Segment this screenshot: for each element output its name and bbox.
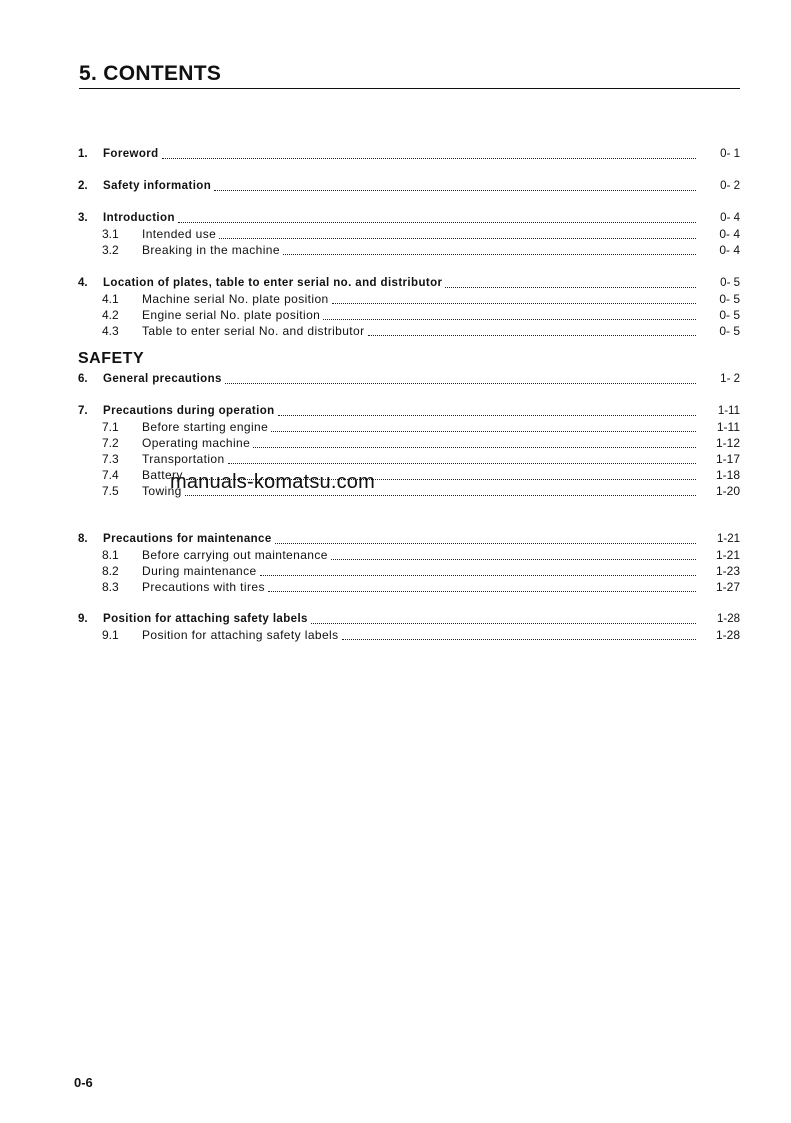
toc-label: Precautions with tires — [142, 580, 265, 594]
watermark-text: manuals-komatsu.com — [170, 471, 375, 493]
toc-leader-dots — [331, 559, 696, 560]
toc-leader-dots — [214, 190, 696, 191]
toc-label: Engine serial No. plate position — [142, 308, 321, 322]
toc-leader-dots — [445, 287, 696, 288]
toc-number: 8.2 — [102, 564, 119, 578]
toc-page: 0- 5 — [720, 277, 740, 289]
toc-number: 7.4 — [102, 468, 119, 482]
title-rule — [79, 88, 740, 89]
toc-row-7[interactable] — [78, 403, 740, 418]
toc-leader-dots — [253, 447, 696, 448]
toc-row-4[interactable] — [78, 275, 740, 290]
toc-number: 7. — [78, 405, 88, 417]
toc-leader-dots — [178, 222, 696, 223]
toc-page: 1-23 — [715, 564, 740, 578]
toc-leader-dots — [368, 335, 696, 336]
toc-row-3-2[interactable] — [78, 242, 740, 257]
toc-leader-dots — [278, 415, 696, 416]
toc-label: Operating machine — [142, 436, 251, 450]
toc-label: Intended use — [142, 227, 217, 241]
toc-number: 1. — [78, 148, 88, 160]
toc-number: 4.1 — [102, 292, 119, 306]
toc-number: 4.3 — [102, 324, 119, 338]
toc-leader-dots — [283, 254, 696, 255]
page-title: 5. CONTENTS — [79, 62, 225, 86]
toc-page: 0- 1 — [720, 148, 740, 160]
toc-page: 1-17 — [715, 452, 740, 466]
toc-number: 8.3 — [102, 580, 119, 594]
toc-page: 1- 2 — [720, 373, 740, 385]
toc-page: 1-11 — [716, 420, 740, 434]
toc-label: Before carrying out maintenance — [142, 548, 328, 562]
toc-row-8[interactable] — [78, 531, 740, 546]
toc-label: Precautions during operation — [103, 405, 275, 417]
toc-label: Safety information — [103, 180, 212, 192]
toc-row-2[interactable] — [78, 178, 740, 193]
toc-page: 1-21 — [716, 533, 740, 545]
toc-leader-dots — [323, 319, 696, 320]
toc-leader-dots — [219, 238, 696, 239]
toc-page: 1-12 — [715, 436, 740, 450]
toc-label: Table to enter serial No. and distributor — [142, 324, 365, 338]
toc-number: 8. — [78, 533, 88, 545]
toc-page: 1-20 — [715, 484, 740, 498]
toc-label: Foreword — [103, 148, 159, 160]
toc-row-8-2[interactable] — [78, 563, 740, 578]
toc-page: 0- 4 — [720, 212, 740, 224]
toc-label: Precautions for maintenance — [103, 533, 272, 545]
toc-row-3-1[interactable] — [78, 226, 740, 241]
toc-row-9-1[interactable] — [78, 627, 740, 642]
toc-number: 9. — [78, 613, 88, 625]
toc-label: Battery — [142, 468, 183, 482]
toc-leader-dots — [225, 383, 696, 384]
toc-leader-dots — [268, 591, 696, 592]
toc-page: 0- 4 — [719, 243, 740, 257]
toc-row-1[interactable] — [78, 146, 740, 161]
toc-page: 1-18 — [715, 468, 740, 482]
toc-leader-dots — [271, 431, 696, 432]
toc-number: 2. — [78, 180, 88, 192]
toc-number: 7.5 — [102, 484, 119, 498]
toc-page: 1-28 — [716, 613, 740, 625]
toc-label: Transportation — [142, 452, 225, 466]
toc-label: Before starting engine — [142, 420, 269, 434]
toc-row-8-3[interactable] — [78, 579, 740, 594]
toc-number: 8.1 — [102, 548, 119, 562]
toc-leader-dots — [342, 639, 696, 640]
toc-number: 9.1 — [102, 628, 119, 642]
toc-row-7-3[interactable] — [78, 451, 740, 466]
toc-row-9[interactable] — [78, 611, 740, 626]
toc-row-8-1[interactable] — [78, 547, 740, 562]
toc-row-3[interactable] — [78, 210, 740, 225]
toc-label: Position for attaching safety labels — [103, 613, 308, 625]
toc-leader-dots — [275, 543, 696, 544]
toc-number: 4.2 — [102, 308, 119, 322]
toc-page: 1-27 — [715, 580, 740, 594]
toc-row-4-3[interactable] — [78, 323, 740, 338]
toc-page: 1-28 — [715, 628, 740, 642]
toc-leader-dots — [260, 575, 696, 576]
toc-row-7-1[interactable] — [78, 419, 740, 434]
toc-label: Location of plates, table to enter serial no. and distributor — [103, 277, 443, 289]
toc-row-7-2[interactable] — [78, 435, 740, 450]
toc-label: General precautions — [103, 373, 222, 385]
toc-number: 3. — [78, 212, 88, 224]
toc-number: 3.2 — [102, 243, 119, 257]
toc-page: 0- 4 — [719, 227, 740, 241]
toc-label: During maintenance — [142, 564, 257, 578]
toc-leader-dots — [228, 463, 696, 464]
toc-page: 1-11 — [717, 405, 740, 417]
toc-leader-dots — [185, 495, 696, 496]
toc-page: 0- 5 — [719, 292, 740, 306]
toc-number: 3.1 — [102, 227, 119, 241]
toc-leader-dots — [311, 623, 696, 624]
toc-page: 0- 2 — [720, 180, 740, 192]
toc-number: 6. — [78, 373, 88, 385]
toc-page: 1-21 — [715, 548, 740, 562]
toc-label: Towing — [142, 484, 182, 498]
toc-number: 4. — [78, 277, 88, 289]
toc-page: 0- 5 — [719, 308, 740, 322]
toc-label: Breaking in the machine — [142, 243, 280, 257]
page-number: 0-6 — [74, 1075, 93, 1090]
toc-label: Introduction — [103, 212, 175, 224]
toc-row-4-2[interactable] — [78, 307, 740, 322]
toc-leader-dots — [332, 303, 696, 304]
toc-label: Machine serial No. plate position — [142, 292, 329, 306]
toc-row-6[interactable] — [78, 371, 740, 386]
toc-page: 0- 5 — [719, 324, 740, 338]
safety-heading: SAFETY — [78, 350, 145, 367]
toc-row-4-1[interactable] — [78, 291, 740, 306]
toc-label: Position for attaching safety labels — [142, 628, 339, 642]
toc-number: 7.1 — [102, 420, 119, 434]
toc-number: 7.2 — [102, 436, 119, 450]
toc-number: 7.3 — [102, 452, 119, 466]
toc-leader-dots — [162, 158, 696, 159]
